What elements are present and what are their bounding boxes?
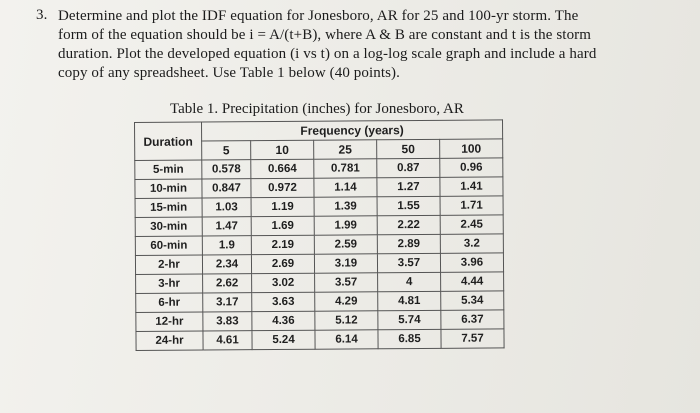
value-cell: 1.39 <box>314 197 377 216</box>
value-cell: 5.74 <box>378 310 441 329</box>
value-cell: 1.9 <box>202 236 251 255</box>
precipitation-table <box>134 119 505 351</box>
value-cell: 1.14 <box>314 178 377 197</box>
table-row <box>136 291 504 313</box>
duration-cell: 12-hr <box>136 312 203 331</box>
value-cell: 2.45 <box>440 215 503 234</box>
value-cell: 5.34 <box>441 291 504 310</box>
value-cell: 2.59 <box>314 235 377 254</box>
value-cell: 0.781 <box>314 159 377 178</box>
question-text <box>58 7 683 83</box>
value-cell: 4.36 <box>252 311 315 330</box>
duration-cell: 6-hr <box>136 293 203 312</box>
value-cell: 3.19 <box>314 254 377 273</box>
value-cell: 4.44 <box>441 272 504 291</box>
value-cell: 3.63 <box>252 292 315 311</box>
value-cell: 1.03 <box>202 198 251 217</box>
value-cell: 1.19 <box>251 197 314 216</box>
value-cell: 1.47 <box>202 217 251 236</box>
table-row <box>135 253 503 275</box>
value-cell: 0.664 <box>251 159 314 178</box>
value-cell: 2.62 <box>203 274 252 293</box>
value-cell: 4.81 <box>378 291 441 310</box>
table-row <box>135 196 503 218</box>
value-cell: 6.14 <box>315 330 378 349</box>
value-cell: 4.29 <box>315 292 378 311</box>
value-cell: 1.55 <box>377 196 440 215</box>
return-period-header: 10 <box>251 140 314 159</box>
value-cell: 4.61 <box>203 331 252 350</box>
duration-cell: 10-min <box>135 179 202 198</box>
value-cell: 0.847 <box>202 179 251 198</box>
value-cell: 0.972 <box>251 178 314 197</box>
table-row <box>136 310 504 332</box>
table-row <box>135 234 503 256</box>
value-cell: 2.22 <box>377 215 440 234</box>
value-cell: 3.83 <box>203 312 252 331</box>
value-cell: 1.27 <box>377 177 440 196</box>
value-cell: 6.85 <box>378 329 441 348</box>
value-cell: 1.99 <box>314 216 377 235</box>
duration-cell: 60-min <box>135 236 202 255</box>
table-row <box>135 158 503 180</box>
value-cell: 0.578 <box>202 160 251 179</box>
value-cell: 3.17 <box>203 293 252 312</box>
value-cell: 5.12 <box>315 311 378 330</box>
value-cell: 4 <box>378 272 441 291</box>
question-line: form of the equation should be i = A/(t+B), where A & B are constant and t is the storm <box>58 27 592 43</box>
table-header-row <box>135 120 503 142</box>
value-cell: 3.02 <box>252 273 315 292</box>
question-line: Determine and plot the IDF equation for Jonesboro, AR for 25 and 100-yr storm. The <box>58 8 579 24</box>
value-cell: 1.41 <box>440 177 503 196</box>
duration-cell: 5-min <box>135 160 202 179</box>
value-cell: 2.19 <box>251 235 314 254</box>
duration-cell: 24-hr <box>136 331 203 350</box>
question-number: 3. <box>36 7 48 23</box>
table-row <box>135 177 503 199</box>
value-cell: 2.69 <box>251 254 314 273</box>
value-cell: 7.57 <box>441 329 504 348</box>
duration-cell: 2-hr <box>135 255 202 274</box>
return-period-header: 50 <box>377 139 440 158</box>
value-cell: 3.96 <box>440 253 503 272</box>
frequency-header: Frequency (years) <box>202 120 503 141</box>
value-cell: 3.57 <box>315 273 378 292</box>
table-row <box>135 215 503 237</box>
return-period-header: 5 <box>202 141 251 160</box>
value-cell: 5.24 <box>252 330 315 349</box>
table-caption: Table 1. Precipitation (inches) for Jonesboro, AR <box>170 101 464 117</box>
value-cell: 1.71 <box>440 196 503 215</box>
duration-cell: 3-hr <box>136 274 203 293</box>
return-period-header: 25 <box>314 140 377 159</box>
value-cell: 2.89 <box>377 234 440 253</box>
precipitation-table-wrapper <box>134 119 505 351</box>
value-cell: 3.57 <box>377 253 440 272</box>
value-cell: 6.37 <box>441 310 504 329</box>
duration-cell: 15-min <box>135 198 202 217</box>
value-cell: 0.87 <box>377 158 440 177</box>
duration-cell: 30-min <box>135 217 202 236</box>
question-line: duration. Plot the developed equation (i vs t) on a log-log scale graph and include a hard <box>58 46 597 62</box>
table-row <box>136 329 504 351</box>
duration-header: Duration <box>135 122 202 160</box>
question-line: copy of any spreadsheet. Use Table 1 below (40 points). <box>58 65 401 81</box>
return-period-header: 100 <box>440 139 503 158</box>
value-cell: 2.34 <box>202 255 251 274</box>
value-cell: 0.96 <box>440 158 503 177</box>
table-row <box>136 272 504 294</box>
value-cell: 3.2 <box>440 234 503 253</box>
value-cell: 1.69 <box>251 216 314 235</box>
